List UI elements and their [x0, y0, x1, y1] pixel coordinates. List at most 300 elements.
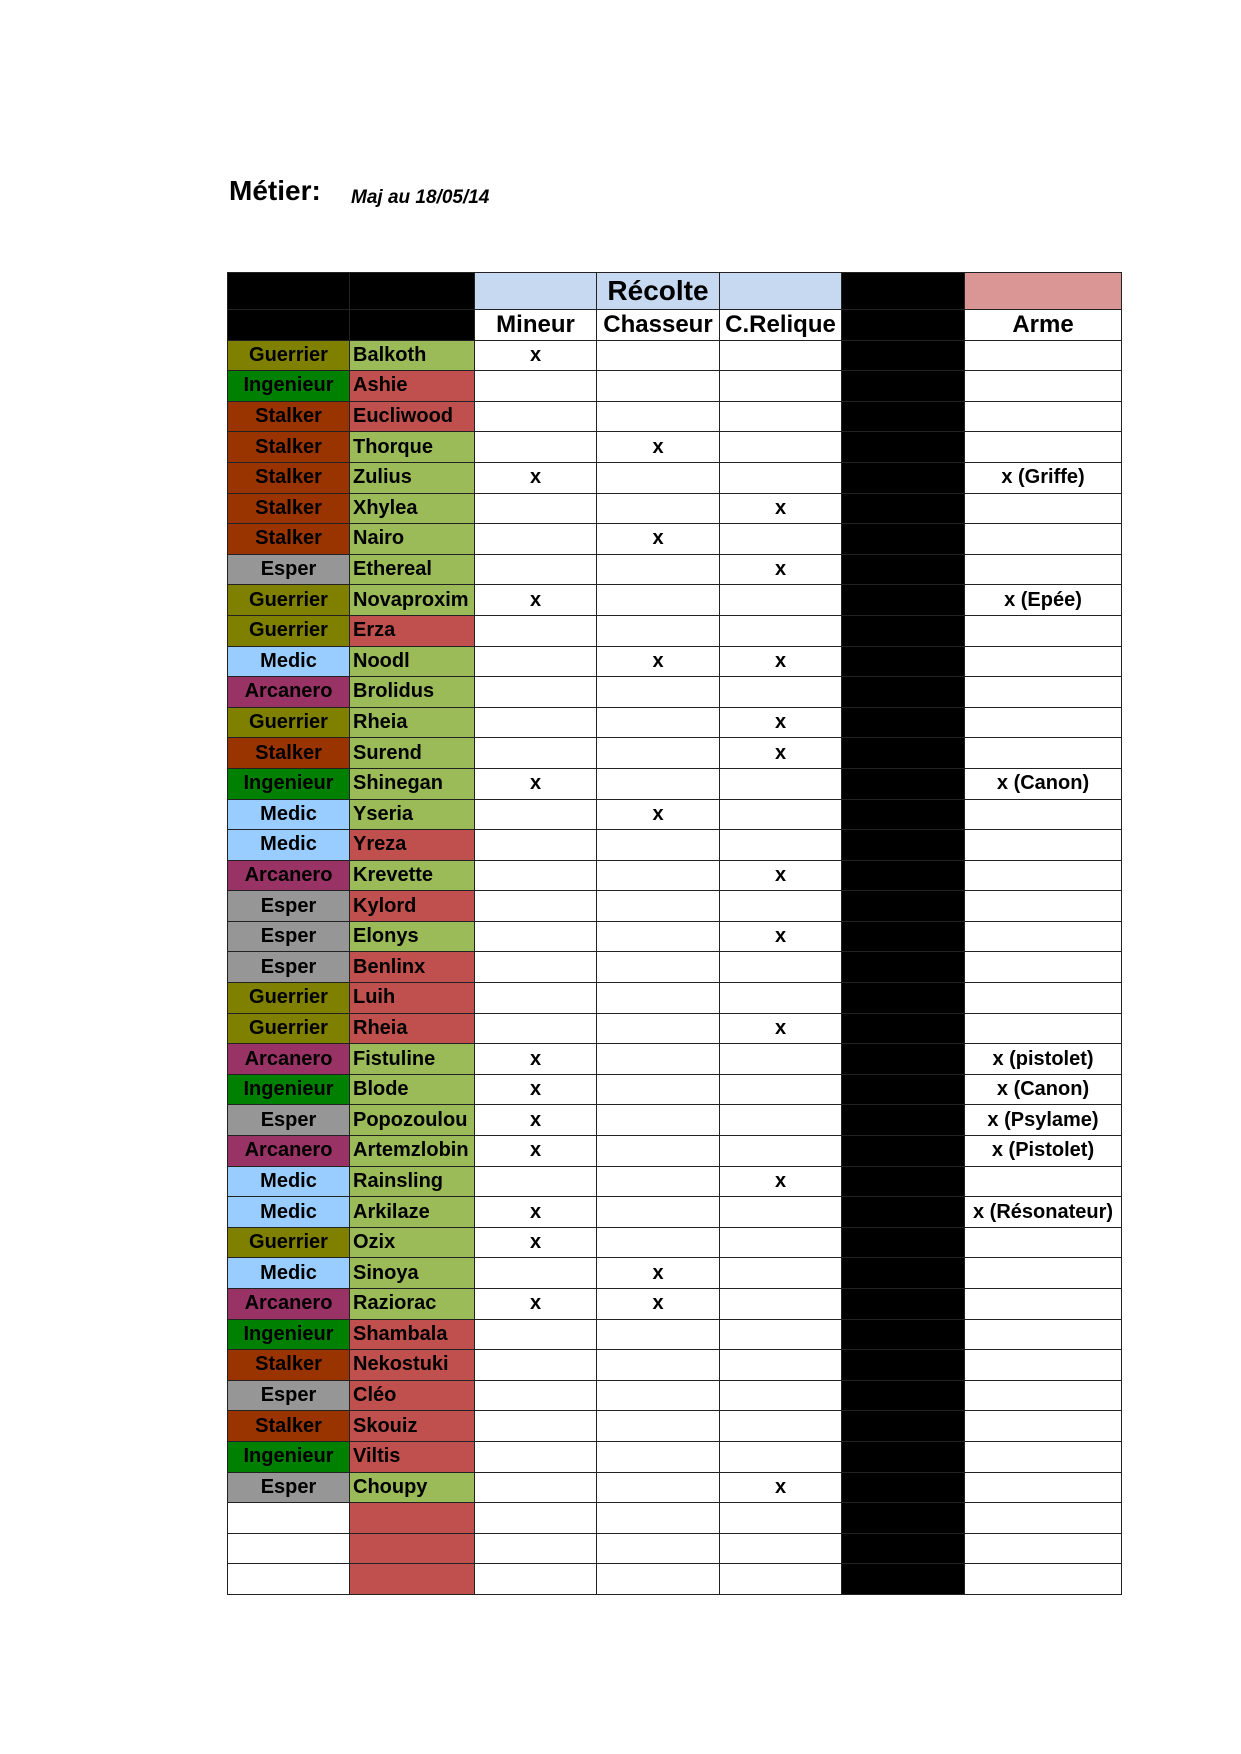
name-cell[interactable]: Balkoth — [350, 340, 475, 371]
black-cell[interactable] — [842, 432, 965, 463]
black-cell[interactable] — [842, 1472, 965, 1503]
arme-cell[interactable] — [965, 891, 1122, 922]
table-row — [228, 768, 1122, 799]
relique-cell[interactable] — [720, 830, 842, 861]
class-cell[interactable]: Esper — [228, 921, 350, 952]
chasseur-cell[interactable]: x — [597, 646, 720, 677]
name-cell[interactable]: Rheia — [350, 707, 475, 738]
black-cell[interactable] — [842, 524, 965, 555]
black-cell[interactable] — [842, 554, 965, 585]
chasseur-cell[interactable] — [597, 1105, 720, 1136]
chasseur-cell[interactable] — [597, 1166, 720, 1197]
class-cell[interactable] — [228, 1533, 350, 1564]
mineur-cell[interactable] — [475, 1441, 597, 1472]
name-cell[interactable]: Shinegan — [350, 768, 475, 799]
chasseur-cell[interactable]: x — [597, 432, 720, 463]
name-cell[interactable]: Benlinx — [350, 952, 475, 983]
chasseur-cell[interactable] — [597, 1503, 720, 1534]
mineur-cell[interactable] — [475, 738, 597, 769]
arme-cell[interactable] — [965, 1289, 1122, 1320]
relique-cell[interactable] — [720, 1503, 842, 1534]
relique-cell[interactable] — [720, 1380, 842, 1411]
relique-cell[interactable] — [720, 1074, 842, 1105]
arme-cell[interactable] — [965, 952, 1122, 983]
class-cell[interactable]: Guerrier — [228, 340, 350, 371]
black-cell[interactable] — [842, 615, 965, 646]
mineur-cell[interactable] — [475, 1380, 597, 1411]
black-cell[interactable] — [842, 891, 965, 922]
table-row — [228, 1380, 1122, 1411]
relique-cell[interactable]: x — [720, 1013, 842, 1044]
arme-cell[interactable] — [965, 615, 1122, 646]
mineur-cell[interactable] — [475, 1411, 597, 1442]
mineur-cell[interactable]: x — [475, 1105, 597, 1136]
chasseur-cell[interactable] — [597, 1074, 720, 1105]
black-cell[interactable] — [842, 677, 965, 708]
class-cell[interactable]: Arcanero — [228, 1136, 350, 1167]
relique-cell[interactable] — [720, 1564, 842, 1595]
black-cell[interactable] — [842, 401, 965, 432]
table-row — [228, 1044, 1122, 1075]
mineur-cell[interactable] — [475, 830, 597, 861]
mineur-cell[interactable]: x — [475, 340, 597, 371]
mineur-cell[interactable] — [475, 1472, 597, 1503]
arme-cell[interactable] — [965, 401, 1122, 432]
name-cell[interactable]: Arkilaze — [350, 1197, 475, 1228]
chasseur-cell[interactable] — [597, 1319, 720, 1350]
name-cell[interactable]: Shambala — [350, 1319, 475, 1350]
name-cell[interactable]: Skouiz — [350, 1411, 475, 1442]
class-cell[interactable]: Esper — [228, 1105, 350, 1136]
relique-cell[interactable] — [720, 983, 842, 1014]
arme-cell[interactable] — [965, 1319, 1122, 1350]
class-cell[interactable]: Arcanero — [228, 677, 350, 708]
relique-cell[interactable] — [720, 585, 842, 616]
arme-cell[interactable]: x (Griffe) — [965, 462, 1122, 493]
name-cell[interactable]: Fistuline — [350, 1044, 475, 1075]
black-cell[interactable] — [842, 585, 965, 616]
arme-cell[interactable]: x (Canon) — [965, 768, 1122, 799]
arme-cell[interactable] — [965, 799, 1122, 830]
relique-cell[interactable]: x — [720, 554, 842, 585]
chasseur-cell[interactable]: x — [597, 799, 720, 830]
relique-cell[interactable] — [720, 340, 842, 371]
class-cell[interactable]: Esper — [228, 1472, 350, 1503]
relique-cell[interactable]: x — [720, 1166, 842, 1197]
black-cell[interactable] — [842, 646, 965, 677]
mineur-cell[interactable] — [475, 554, 597, 585]
name-cell[interactable]: Novaproxim — [350, 585, 475, 616]
mineur-cell[interactable] — [475, 891, 597, 922]
chasseur-cell[interactable] — [597, 1197, 720, 1228]
mineur-cell[interactable] — [475, 615, 597, 646]
relique-cell[interactable] — [720, 1105, 842, 1136]
arme-cell[interactable] — [965, 860, 1122, 891]
black-cell[interactable] — [842, 1503, 965, 1534]
class-cell[interactable]: Guerrier — [228, 615, 350, 646]
class-cell[interactable]: Ingenieur — [228, 1319, 350, 1350]
arme-cell[interactable] — [965, 677, 1122, 708]
mineur-cell[interactable] — [475, 677, 597, 708]
chasseur-cell[interactable] — [597, 340, 720, 371]
class-cell[interactable]: Stalker — [228, 1350, 350, 1381]
arme-cell[interactable] — [965, 1258, 1122, 1289]
chasseur-cell[interactable] — [597, 830, 720, 861]
mineur-cell[interactable] — [475, 1319, 597, 1350]
mineur-cell[interactable]: x — [475, 1044, 597, 1075]
arme-cell[interactable] — [965, 1350, 1122, 1381]
name-cell[interactable]: Yreza — [350, 830, 475, 861]
mineur-cell[interactable] — [475, 860, 597, 891]
arme-cell[interactable] — [965, 738, 1122, 769]
name-cell[interactable]: Xhylea — [350, 493, 475, 524]
table-row — [228, 1319, 1122, 1350]
black-cell[interactable] — [842, 1227, 965, 1258]
chasseur-cell[interactable] — [597, 707, 720, 738]
chasseur-cell[interactable] — [597, 1441, 720, 1472]
black-cell[interactable] — [842, 830, 965, 861]
name-cell[interactable]: Nekostuki — [350, 1350, 475, 1381]
chasseur-cell[interactable] — [597, 677, 720, 708]
chasseur-cell[interactable] — [597, 1136, 720, 1167]
chasseur-cell[interactable] — [597, 1044, 720, 1075]
arme-cell[interactable] — [965, 1533, 1122, 1564]
arme-cell[interactable] — [965, 1411, 1122, 1442]
arme-cell[interactable] — [965, 1227, 1122, 1258]
arme-cell[interactable]: x (Epée) — [965, 585, 1122, 616]
mineur-cell[interactable]: x — [475, 585, 597, 616]
relique-cell[interactable]: x — [720, 1472, 842, 1503]
mineur-cell[interactable] — [475, 401, 597, 432]
class-cell[interactable]: Stalker — [228, 1411, 350, 1442]
name-cell[interactable]: Nairo — [350, 524, 475, 555]
mineur-cell[interactable] — [475, 1166, 597, 1197]
black-cell[interactable] — [842, 1197, 965, 1228]
class-cell[interactable]: Stalker — [228, 738, 350, 769]
relique-cell[interactable]: x — [720, 921, 842, 952]
name-cell[interactable]: Krevette — [350, 860, 475, 891]
mineur-cell[interactable]: x — [475, 1074, 597, 1105]
name-cell[interactable]: Blode — [350, 1074, 475, 1105]
relique-cell[interactable] — [720, 952, 842, 983]
black-cell[interactable] — [842, 1441, 965, 1472]
relique-cell[interactable]: x — [720, 493, 842, 524]
chasseur-cell[interactable] — [597, 1013, 720, 1044]
black-cell[interactable] — [842, 799, 965, 830]
table-row — [228, 1166, 1122, 1197]
mineur-cell[interactable] — [475, 1258, 597, 1289]
class-cell[interactable]: Ingenieur — [228, 768, 350, 799]
class-cell[interactable]: Medic — [228, 1166, 350, 1197]
name-cell[interactable] — [350, 1503, 475, 1534]
relique-cell[interactable] — [720, 1289, 842, 1320]
name-cell[interactable]: Raziorac — [350, 1289, 475, 1320]
chasseur-cell[interactable] — [597, 554, 720, 585]
relique-cell[interactable] — [720, 1197, 842, 1228]
relique-cell[interactable] — [720, 1350, 842, 1381]
mineur-cell[interactable] — [475, 952, 597, 983]
arme-cell[interactable] — [965, 1472, 1122, 1503]
arme-cell[interactable] — [965, 371, 1122, 402]
relique-cell[interactable] — [720, 1319, 842, 1350]
name-cell[interactable]: Ethereal — [350, 554, 475, 585]
arme-cell[interactable] — [965, 1166, 1122, 1197]
black-cell[interactable] — [842, 921, 965, 952]
chasseur-cell[interactable] — [597, 1472, 720, 1503]
relique-cell[interactable]: x — [720, 707, 842, 738]
class-cell[interactable]: Medic — [228, 1197, 350, 1228]
mineur-cell[interactable] — [475, 921, 597, 952]
name-cell[interactable]: Eucliwood — [350, 401, 475, 432]
chasseur-cell[interactable]: x — [597, 1289, 720, 1320]
chasseur-cell[interactable] — [597, 371, 720, 402]
class-cell[interactable]: Arcanero — [228, 1044, 350, 1075]
arme-cell[interactable]: x (Pistolet) — [965, 1136, 1122, 1167]
class-cell[interactable]: Stalker — [228, 432, 350, 463]
relique-cell[interactable] — [720, 1227, 842, 1258]
arme-cell[interactable] — [965, 707, 1122, 738]
black-cell[interactable] — [842, 371, 965, 402]
name-cell[interactable]: Choupy — [350, 1472, 475, 1503]
black-cell[interactable] — [842, 1564, 965, 1595]
black-cell[interactable] — [842, 860, 965, 891]
mineur-cell[interactable]: x — [475, 768, 597, 799]
arme-cell[interactable] — [965, 340, 1122, 371]
class-cell[interactable]: Esper — [228, 952, 350, 983]
table-row — [228, 462, 1122, 493]
class-cell[interactable]: Esper — [228, 554, 350, 585]
relique-cell[interactable] — [720, 1441, 842, 1472]
class-cell[interactable]: Stalker — [228, 524, 350, 555]
mineur-cell[interactable] — [475, 646, 597, 677]
relique-cell[interactable] — [720, 1044, 842, 1075]
black-cell[interactable] — [842, 1044, 965, 1075]
name-cell[interactable]: Rainsling — [350, 1166, 475, 1197]
name-cell[interactable]: Ozix — [350, 1227, 475, 1258]
relique-cell[interactable]: x — [720, 646, 842, 677]
name-cell[interactable]: Artemzlobin — [350, 1136, 475, 1167]
mineur-cell[interactable]: x — [475, 462, 597, 493]
name-cell[interactable]: Viltis — [350, 1441, 475, 1472]
chasseur-cell[interactable] — [597, 860, 720, 891]
relique-cell[interactable] — [720, 371, 842, 402]
arme-cell[interactable]: x (Canon) — [965, 1074, 1122, 1105]
black-cell[interactable] — [842, 1105, 965, 1136]
relique-cell[interactable] — [720, 799, 842, 830]
black-cell[interactable] — [842, 1258, 965, 1289]
relique-cell[interactable] — [720, 462, 842, 493]
black-cell[interactable] — [842, 1533, 965, 1564]
relique-cell[interactable] — [720, 401, 842, 432]
chasseur-cell[interactable] — [597, 401, 720, 432]
class-cell[interactable]: Guerrier — [228, 983, 350, 1014]
class-cell[interactable]: Stalker — [228, 462, 350, 493]
class-cell[interactable]: Ingenieur — [228, 1441, 350, 1472]
class-cell[interactable]: Arcanero — [228, 860, 350, 891]
arme-cell[interactable] — [965, 524, 1122, 555]
chasseur-cell[interactable] — [597, 1533, 720, 1564]
class-cell[interactable]: Esper — [228, 891, 350, 922]
class-cell[interactable]: Ingenieur — [228, 371, 350, 402]
relique-cell[interactable] — [720, 1136, 842, 1167]
table-row — [228, 1136, 1122, 1167]
class-cell[interactable]: Arcanero — [228, 1289, 350, 1320]
relique-cell[interactable]: x — [720, 860, 842, 891]
arme-cell[interactable] — [965, 983, 1122, 1014]
chasseur-cell[interactable] — [597, 585, 720, 616]
header-recolte-left — [475, 273, 597, 310]
class-cell[interactable]: Guerrier — [228, 1227, 350, 1258]
class-cell[interactable]: Guerrier — [228, 585, 350, 616]
class-cell[interactable]: Stalker — [228, 493, 350, 524]
black-cell[interactable] — [842, 1380, 965, 1411]
black-cell[interactable] — [842, 462, 965, 493]
name-cell[interactable]: Rheia — [350, 1013, 475, 1044]
class-cell[interactable]: Ingenieur — [228, 1074, 350, 1105]
chasseur-cell[interactable] — [597, 493, 720, 524]
black-cell[interactable] — [842, 1350, 965, 1381]
chasseur-cell[interactable] — [597, 921, 720, 952]
chasseur-cell[interactable] — [597, 983, 720, 1014]
arme-cell[interactable] — [965, 830, 1122, 861]
black-cell[interactable] — [842, 1074, 965, 1105]
arme-cell[interactable] — [965, 1380, 1122, 1411]
arme-cell[interactable]: x (Résonateur) — [965, 1197, 1122, 1228]
arme-cell[interactable] — [965, 646, 1122, 677]
mineur-cell[interactable] — [475, 1350, 597, 1381]
arme-cell[interactable] — [965, 1564, 1122, 1595]
mineur-cell[interactable] — [475, 432, 597, 463]
black-cell[interactable] — [842, 1289, 965, 1320]
mineur-cell[interactable]: x — [475, 1289, 597, 1320]
chasseur-cell[interactable] — [597, 1564, 720, 1595]
mineur-cell[interactable] — [475, 1013, 597, 1044]
name-cell[interactable] — [350, 1533, 475, 1564]
mineur-cell[interactable] — [475, 1533, 597, 1564]
mineur-cell[interactable] — [475, 371, 597, 402]
black-cell[interactable] — [842, 983, 965, 1014]
arme-cell[interactable] — [965, 554, 1122, 585]
relique-cell[interactable] — [720, 1411, 842, 1442]
chasseur-cell[interactable] — [597, 1227, 720, 1258]
class-cell[interactable] — [228, 1564, 350, 1595]
name-cell[interactable]: Noodl — [350, 646, 475, 677]
black-cell[interactable] — [842, 952, 965, 983]
chasseur-cell[interactable]: x — [597, 524, 720, 555]
name-cell[interactable]: Elonys — [350, 921, 475, 952]
arme-cell[interactable] — [965, 921, 1122, 952]
class-cell[interactable]: Medic — [228, 1258, 350, 1289]
arme-cell[interactable]: x (Psylame) — [965, 1105, 1122, 1136]
chasseur-cell[interactable] — [597, 952, 720, 983]
class-cell[interactable]: Guerrier — [228, 707, 350, 738]
metier-table — [227, 272, 1122, 1595]
relique-cell[interactable] — [720, 1533, 842, 1564]
black-cell[interactable] — [842, 1411, 965, 1442]
name-cell[interactable]: Thorque — [350, 432, 475, 463]
mineur-cell[interactable] — [475, 1503, 597, 1534]
chasseur-cell[interactable] — [597, 738, 720, 769]
relique-cell[interactable] — [720, 1258, 842, 1289]
black-cell[interactable] — [842, 707, 965, 738]
relique-cell[interactable] — [720, 432, 842, 463]
name-cell[interactable]: Kylord — [350, 891, 475, 922]
mineur-cell[interactable] — [475, 707, 597, 738]
black-cell[interactable] — [842, 1166, 965, 1197]
name-cell[interactable]: Surend — [350, 738, 475, 769]
chasseur-cell[interactable] — [597, 1350, 720, 1381]
mineur-cell[interactable] — [475, 493, 597, 524]
black-cell[interactable] — [842, 340, 965, 371]
mineur-cell[interactable] — [475, 983, 597, 1014]
name-cell[interactable]: Yseria — [350, 799, 475, 830]
class-cell[interactable]: Medic — [228, 830, 350, 861]
arme-cell[interactable] — [965, 1441, 1122, 1472]
header-row-group — [228, 273, 1122, 310]
black-cell[interactable] — [842, 1319, 965, 1350]
chasseur-cell[interactable] — [597, 1411, 720, 1442]
relique-cell[interactable] — [720, 768, 842, 799]
class-cell[interactable]: Esper — [228, 1380, 350, 1411]
mineur-cell[interactable]: x — [475, 1197, 597, 1228]
name-cell[interactable]: Luih — [350, 983, 475, 1014]
name-cell[interactable]: Popozoulou — [350, 1105, 475, 1136]
mineur-cell[interactable]: x — [475, 1227, 597, 1258]
black-cell[interactable] — [842, 493, 965, 524]
arme-cell[interactable] — [965, 1013, 1122, 1044]
name-cell[interactable]: Brolidus — [350, 677, 475, 708]
name-cell[interactable]: Sinoya — [350, 1258, 475, 1289]
header-blank-class-2 — [228, 310, 350, 341]
name-cell[interactable]: Erza — [350, 615, 475, 646]
black-cell[interactable] — [842, 768, 965, 799]
name-cell[interactable] — [350, 1564, 475, 1595]
relique-cell[interactable] — [720, 891, 842, 922]
chasseur-cell[interactable] — [597, 768, 720, 799]
class-cell[interactable]: Medic — [228, 799, 350, 830]
class-cell[interactable]: Guerrier — [228, 1013, 350, 1044]
chasseur-cell[interactable] — [597, 891, 720, 922]
table-row — [228, 1441, 1122, 1472]
class-cell[interactable]: Stalker — [228, 401, 350, 432]
header-blank-name-2 — [350, 310, 475, 341]
chasseur-cell[interactable] — [597, 1380, 720, 1411]
mineur-cell[interactable] — [475, 799, 597, 830]
chasseur-cell[interactable] — [597, 462, 720, 493]
name-cell[interactable]: Zulius — [350, 462, 475, 493]
relique-cell[interactable] — [720, 677, 842, 708]
relique-cell[interactable]: x — [720, 738, 842, 769]
relique-cell[interactable] — [720, 615, 842, 646]
mineur-cell[interactable]: x — [475, 1136, 597, 1167]
chasseur-cell[interactable]: x — [597, 1258, 720, 1289]
arme-cell[interactable] — [965, 1503, 1122, 1534]
relique-cell[interactable] — [720, 524, 842, 555]
name-cell[interactable]: Ashie — [350, 371, 475, 402]
arme-cell[interactable] — [965, 432, 1122, 463]
black-cell[interactable] — [842, 1013, 965, 1044]
chasseur-cell[interactable] — [597, 615, 720, 646]
class-cell[interactable] — [228, 1503, 350, 1534]
arme-cell[interactable]: x (pistolet) — [965, 1044, 1122, 1075]
mineur-cell[interactable] — [475, 524, 597, 555]
class-cell[interactable]: Medic — [228, 646, 350, 677]
mineur-cell[interactable] — [475, 1564, 597, 1595]
black-cell[interactable] — [842, 738, 965, 769]
black-cell[interactable] — [842, 1136, 965, 1167]
name-cell[interactable]: Cléo — [350, 1380, 475, 1411]
arme-cell[interactable] — [965, 493, 1122, 524]
